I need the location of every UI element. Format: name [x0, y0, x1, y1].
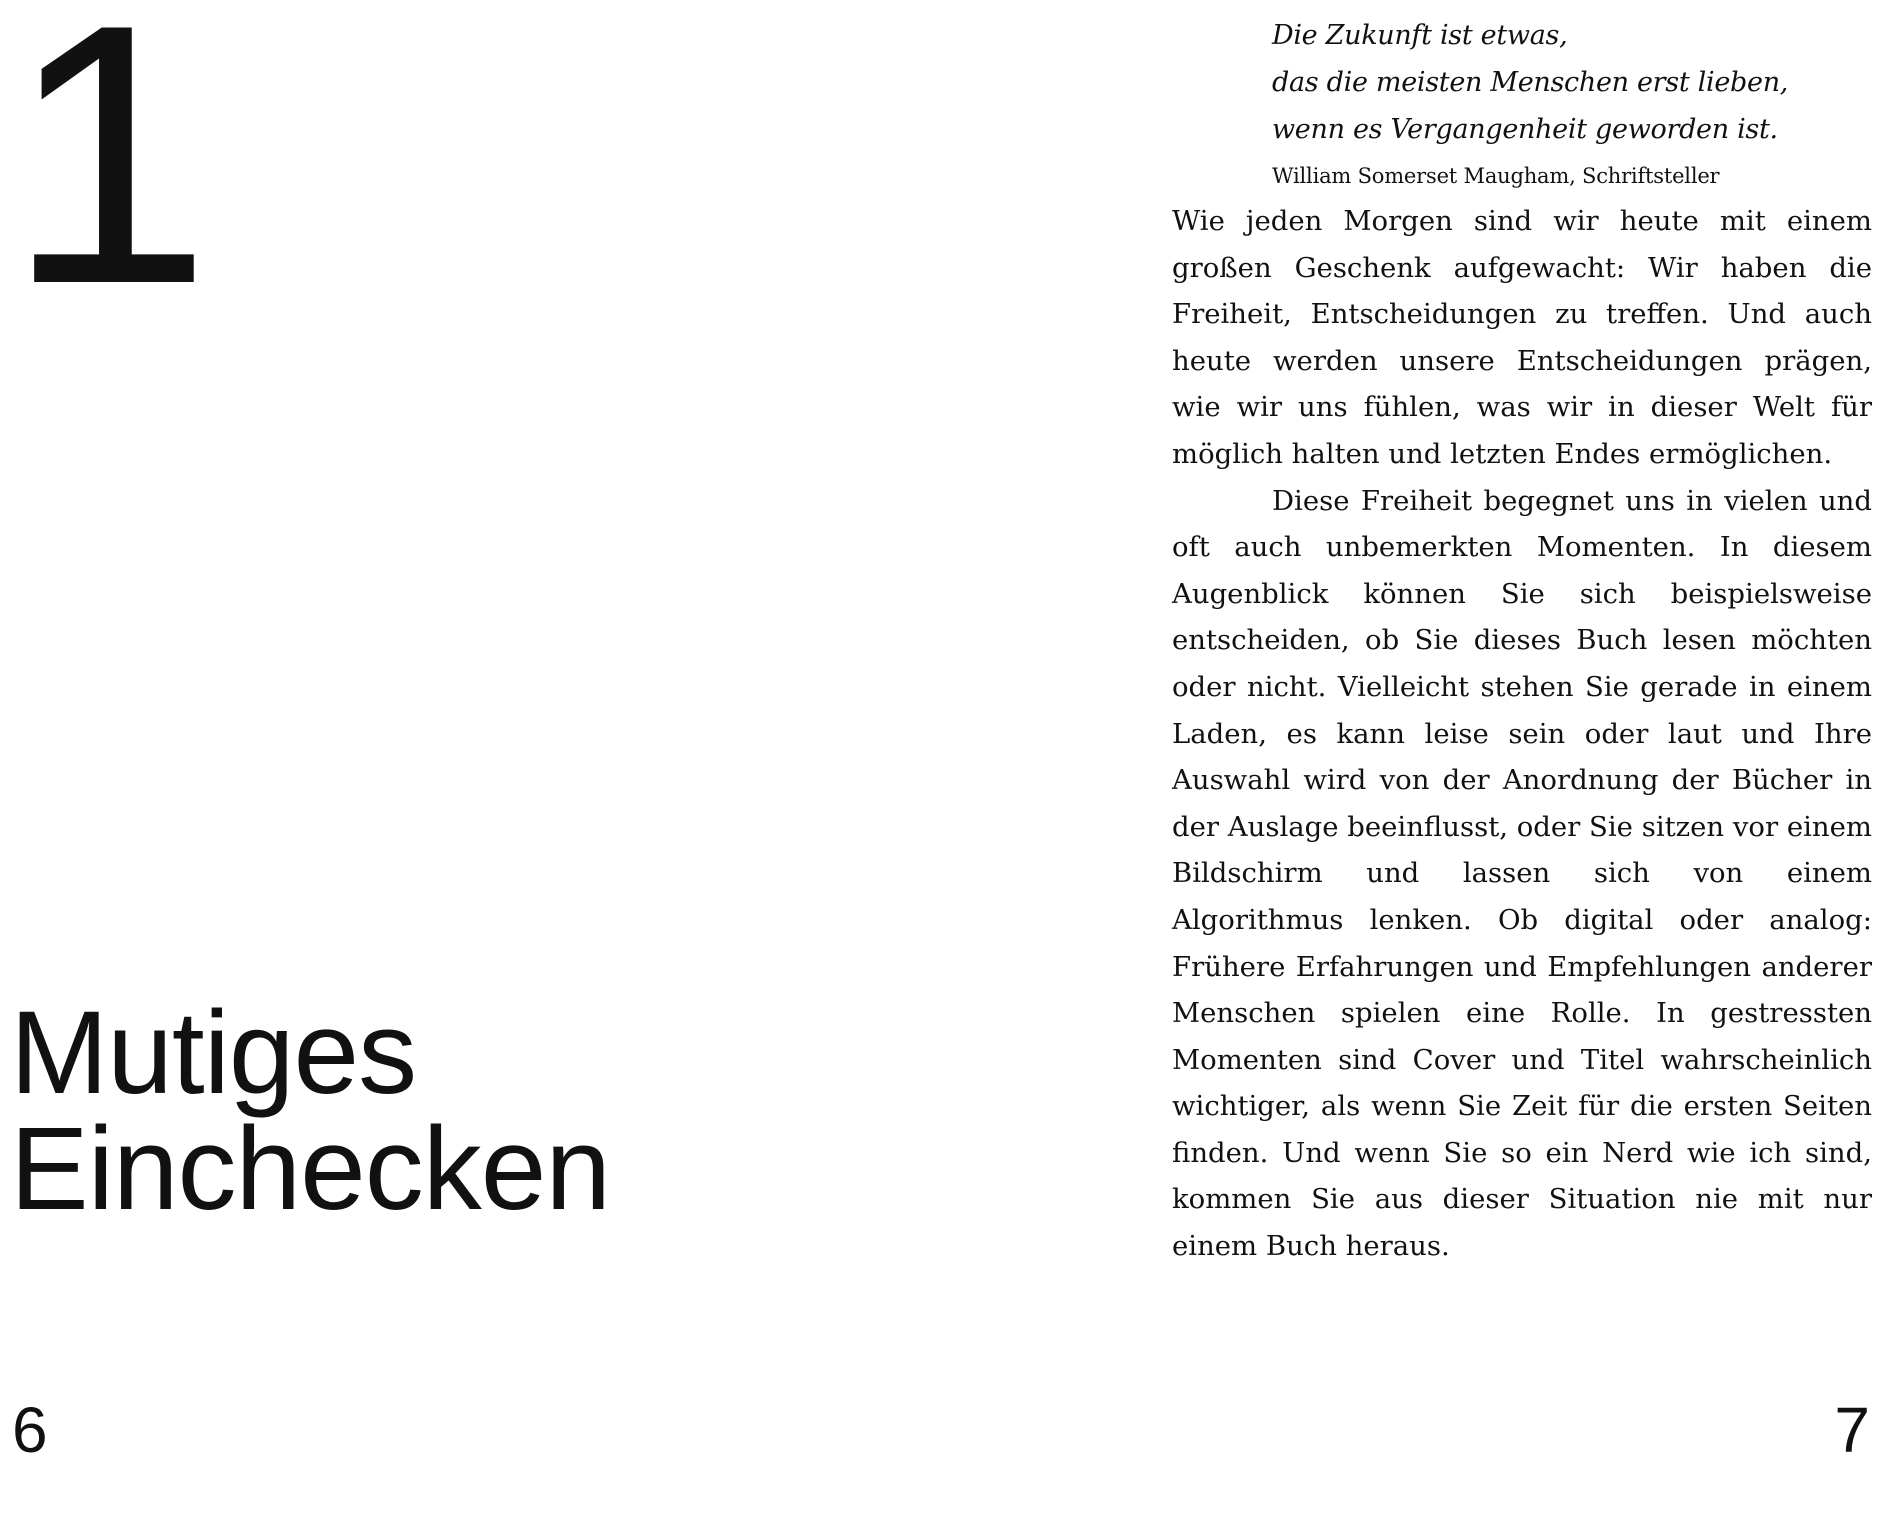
page-number-right: 7	[1834, 1394, 1870, 1466]
chapter-title-line: Mutiges	[10, 987, 417, 1119]
chapter-number: 1	[6, 0, 208, 361]
chapter-title	[10, 987, 611, 1235]
epigraph-attribution: William Somerset Maugham, Schriftsteller	[1272, 164, 1720, 188]
epigraph-line: wenn es Vergangenheit geworden ist.	[1272, 114, 1778, 145]
paragraph: Wie jeden Morgen sind wir heute mit einem großen Geschenk aufgewacht: Wir haben die Freiheit, Entscheidungen zu treffen. Und auch heute werden unsere Entscheidungen prägen, wie wir uns fühlen, was wir in dieser Welt für möglich halten und letzten Endes ermöglichen.	[1172, 205, 1872, 470]
epigraph	[1272, 12, 1832, 199]
body-text	[1172, 198, 1872, 1270]
epigraph-line: das die meisten Menschen erst lieben,	[1272, 67, 1789, 98]
page-number-left: 6	[12, 1394, 48, 1466]
epigraph-line: Die Zukunft ist etwas,	[1272, 20, 1568, 51]
chapter-title-line: Einchecken	[10, 1103, 611, 1235]
paragraph: Diese Freiheit begegnet uns in vielen und oft auch unbemerkten Momenten. In diesem Augenblick können Sie sich beispielsweise entscheiden, ob Sie dieses Buch lesen möchten oder nicht. Vielleicht stehen Sie gerade in einem Laden, es kann leise sein oder laut und Ihre Auswahl wird von der Anordnung der Bücher in der Auslage beeinflusst, oder Sie sitzen vor einem Bildschirm und lassen sich von einem Algorithmus lenken. Ob digital oder analog: Frühere Erfahrungen und Empfehlungen anderer Menschen spielen eine Rolle. In gestressten Momenten sind Cover und Titel wahrscheinlich wichtiger, als wenn Sie Zeit für die ersten Seiten finden. Und wenn Sie so ein Nerd wie ich sind, kommen Sie aus dieser Situation nie mit nur einem Buch heraus.	[1172, 484, 1872, 1263]
